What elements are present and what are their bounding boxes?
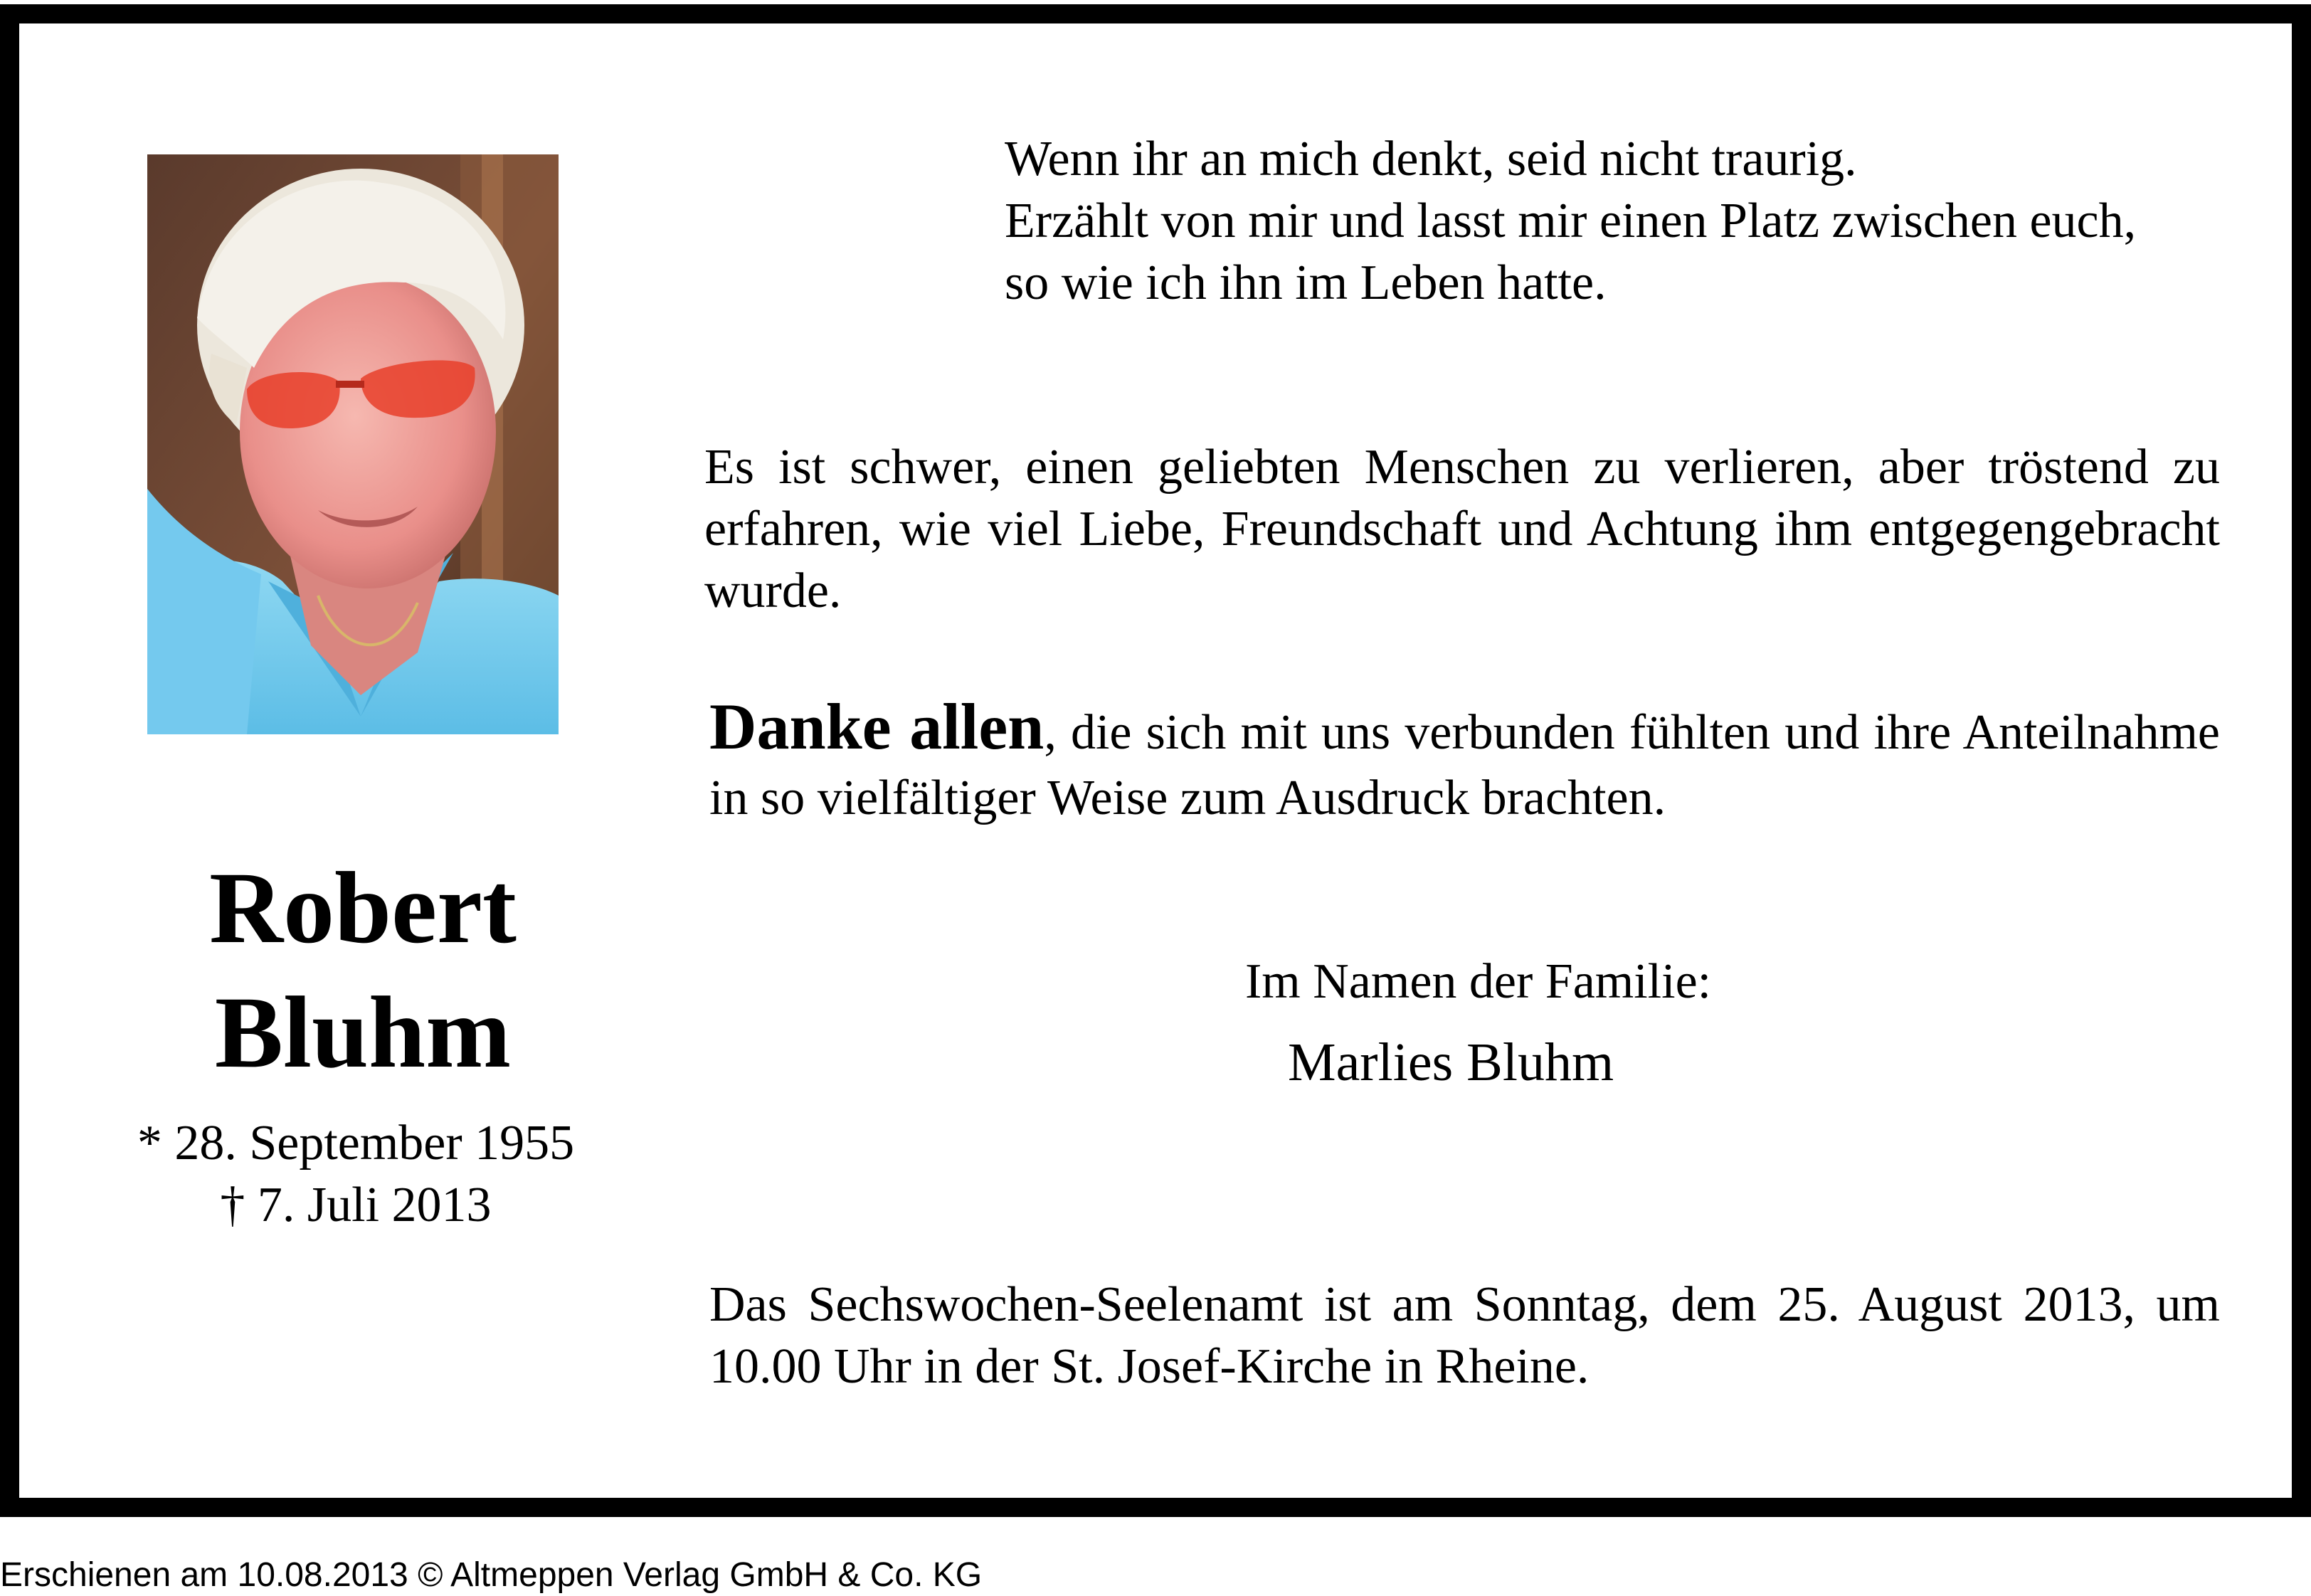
birth-date: * 28. September 1955: [137, 1116, 575, 1170]
poem-line: Erzählt von mir und lasst mir einen Platz zwischen euch,: [1005, 194, 2137, 248]
portrait-photo: [147, 154, 559, 734]
thanks-paragraph: [709, 690, 2220, 831]
family-signature: Marlies Bluhm: [1288, 1032, 1614, 1092]
thanks-text: , die sich mit uns verbunden fühlten und ihre Anteilnahme in so vielfältiger Weise zum Ausdruck brachten.: [709, 705, 2220, 825]
memorial-poem: [1005, 128, 2214, 314]
deceased-last-name: Bluhm: [214, 976, 512, 1089]
family-label: Im Namen der Familie:: [1245, 954, 1712, 1009]
condolence-paragraph: Es ist schwer, einen geliebten Menschen zu verlieren, aber tröstend zu erfahren, wie viel Liebe, Freundschaft und Achtung ihm entgegengebracht wurde.: [704, 440, 2220, 618]
death-date: † 7. Juli 2013: [220, 1178, 492, 1232]
publication-footer: Erschienen am 10.08.2013 © Altmeppen Verlag GmbH & Co. KG: [0, 1556, 983, 1594]
thanks-heading: Danke allen: [709, 690, 1045, 763]
poem-line: so wie ich ihn im Leben hatte.: [1005, 255, 1607, 310]
portrait-illustration: [147, 154, 559, 734]
deceased-first-name: Robert: [209, 852, 517, 965]
service-announcement: Das Sechswochen-Seelenamt ist am Sonntag, dem 25. August 2013, um 10.00 Uhr in der St. Josef-Kirche in Rheine.: [709, 1277, 2220, 1394]
poem-line: Wenn ihr an mich denkt, seid nicht traurig.: [1005, 132, 1857, 186]
